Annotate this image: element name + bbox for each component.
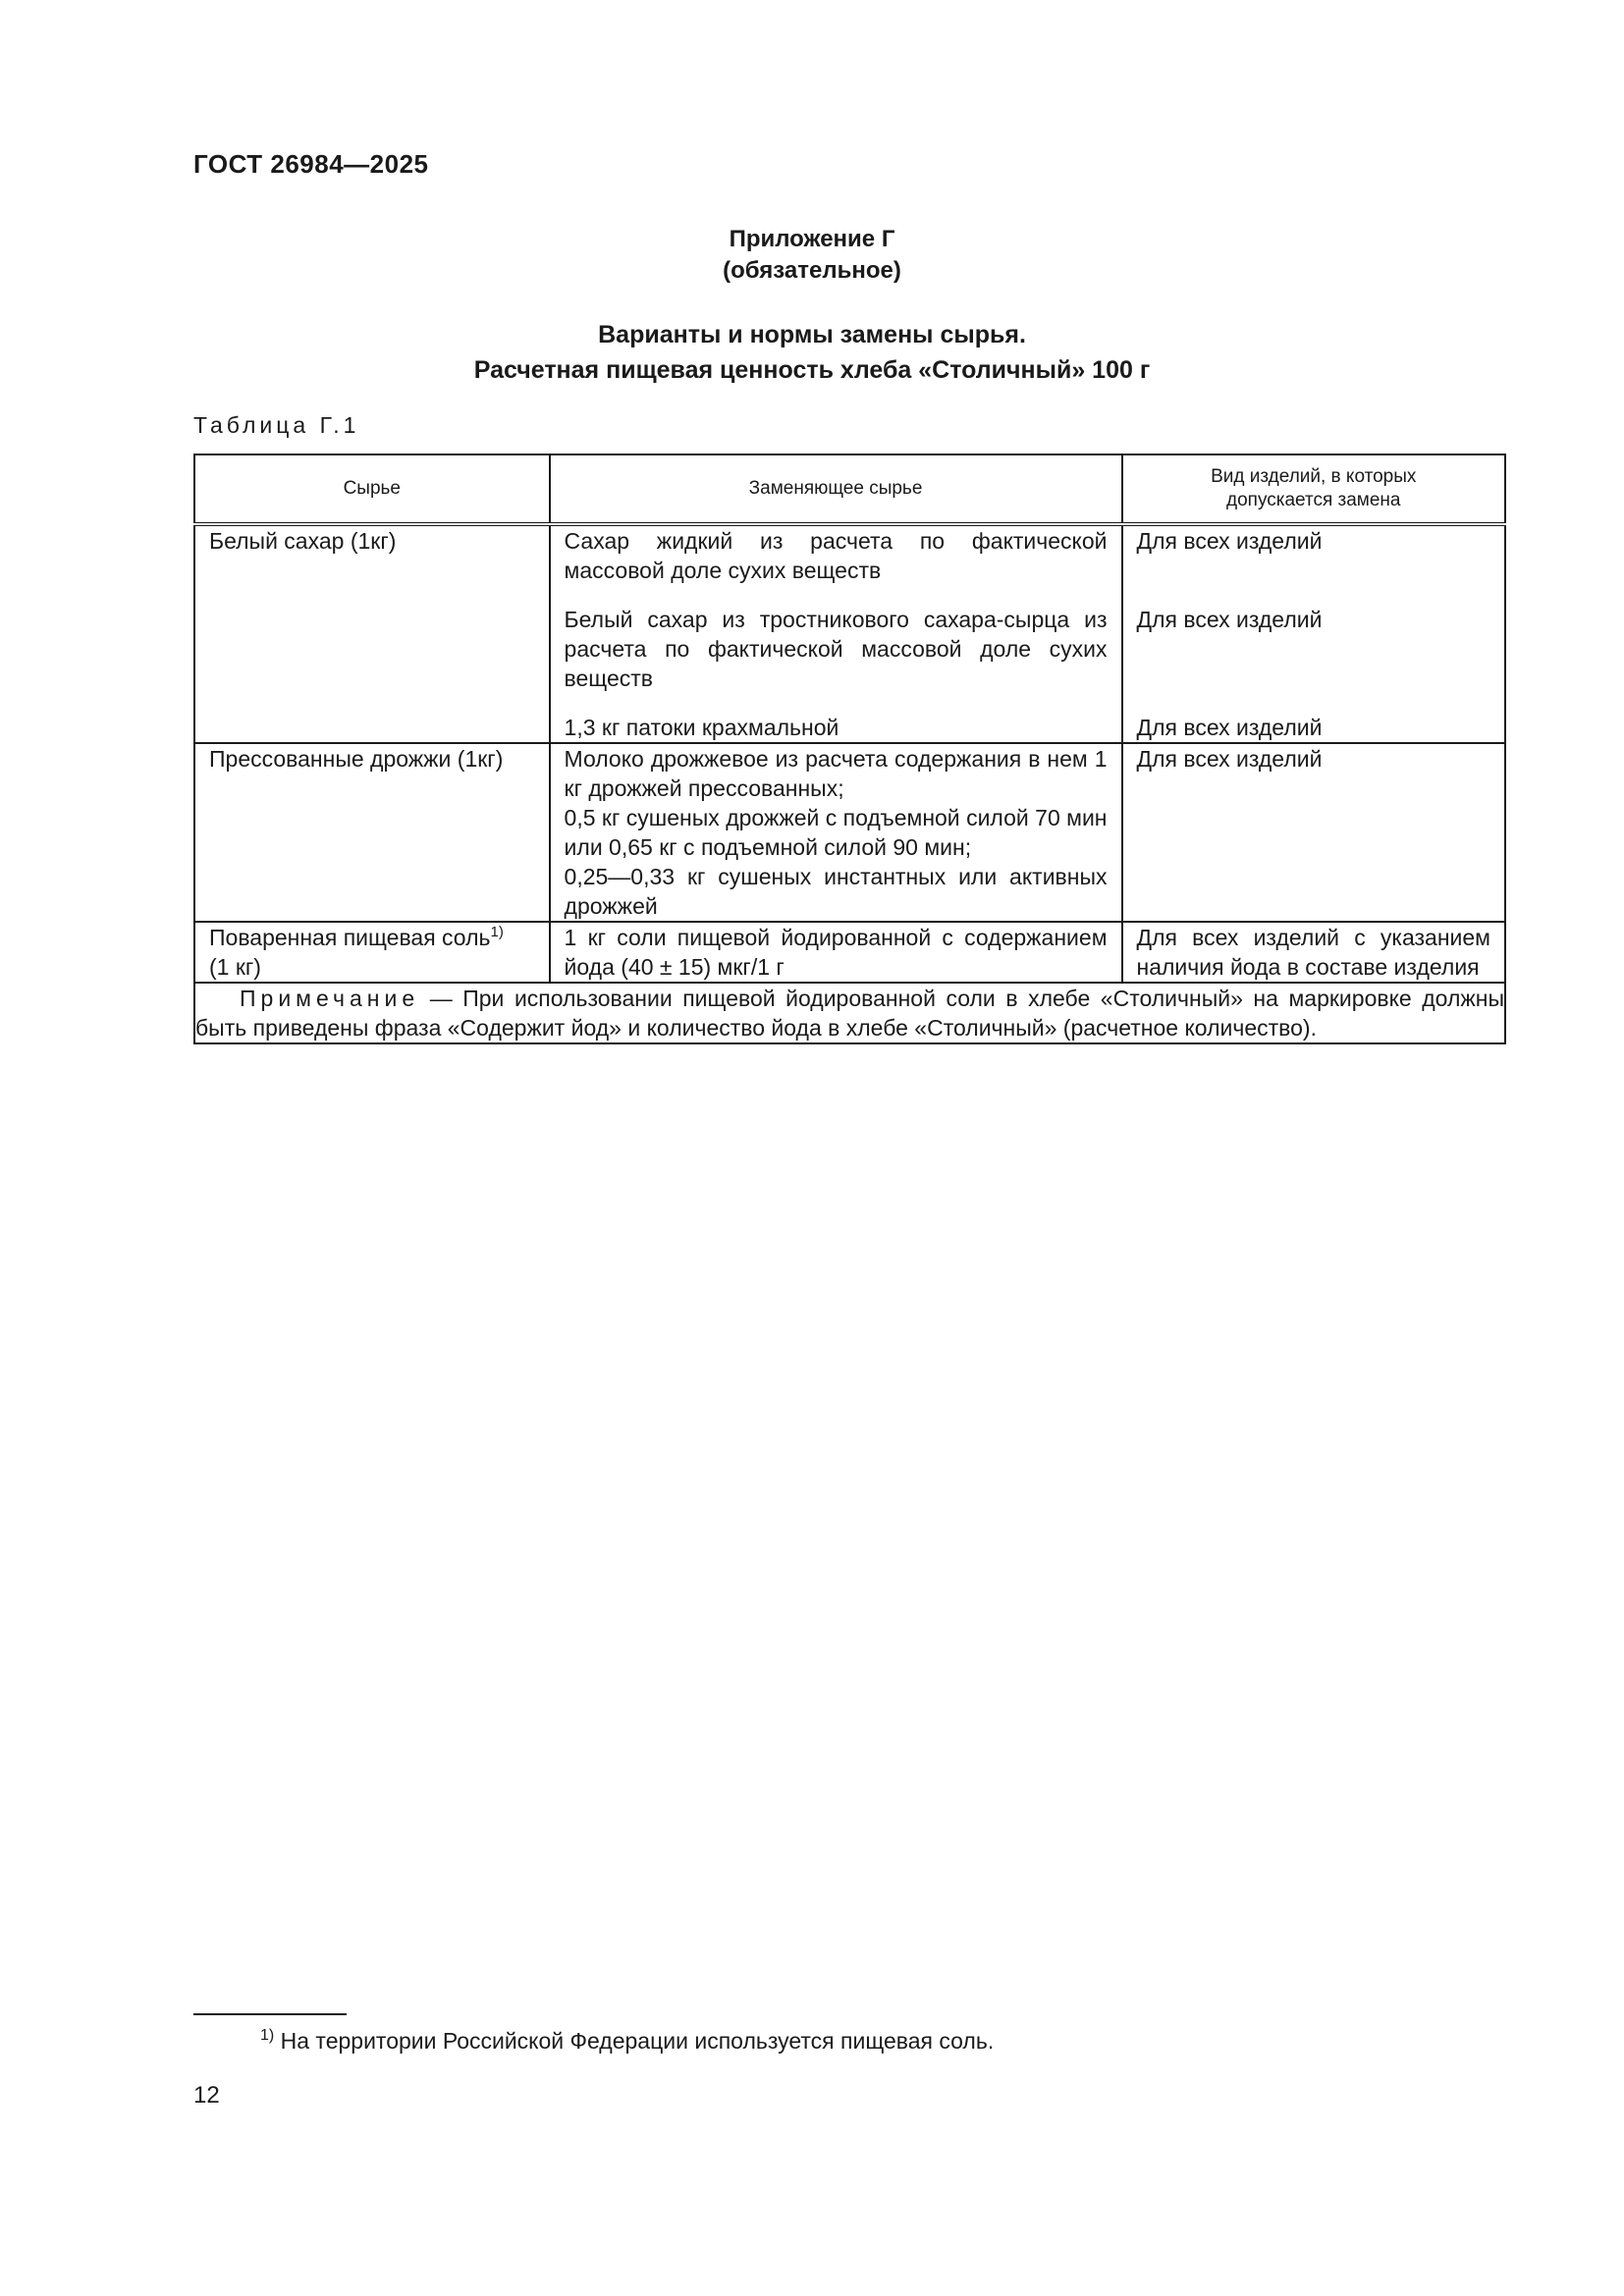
replacement-table [193, 454, 1506, 1044]
products-cell [1122, 743, 1505, 922]
material-text [195, 923, 549, 952]
replacement-item: Сахар жидкий из расчета по фактической массовой доле сухих веществ [564, 528, 1108, 583]
header-replacement: Заменяющее сырье [550, 454, 1122, 524]
table-row [194, 743, 1505, 922]
replacement-cell [550, 524, 1122, 743]
note-label: Примечание [240, 986, 420, 1011]
header-material: Сырье [194, 454, 550, 524]
products-item: Для всех изделий [1136, 528, 1323, 554]
footnote-text: На территории Российской Федерации используется пищевая соль. [274, 2028, 995, 2054]
table-row [194, 524, 1505, 743]
document-code: ГОСТ 26984—2025 [193, 149, 429, 179]
products-cell [1122, 922, 1505, 983]
page-number: 12 [193, 2082, 220, 2109]
products-item: Для всех изделий с указанием наличия йода в составе изделия [1136, 925, 1490, 980]
table-header-row [194, 454, 1505, 524]
replacement-cell [550, 922, 1122, 983]
table-caption: Таблица Г.1 [193, 412, 360, 438]
replacement-item: 1,3 кг патоки крахмальной [564, 715, 839, 740]
material-quantity: (1 кг) [209, 954, 261, 980]
header-products: Вид изделий, в которых допускается замена [1122, 454, 1505, 524]
products-cell [1122, 524, 1505, 743]
material-cell [194, 922, 550, 983]
material-name: Поваренная пищевая соль [209, 925, 491, 950]
replacement-line: Молоко дрожжевое из расчета содержания в нем 1 кг дрожжей прессованных; [564, 746, 1108, 801]
replacement-item: 1 кг соли пищевой йодированной с содержанием йода (40 ± 15) мкг/1 г [564, 925, 1108, 980]
material-text: Белый сахар (1кг) [209, 528, 397, 554]
appendix-title: Приложение Г [729, 226, 895, 252]
footnote-marker: 1) [490, 924, 504, 940]
note-text: — При использовании пищевой йодированной соли в хлебе «Столичный» на маркировке должны быть приведены фраза «Содержит йод» и количество йода в хлебе «Столичный» (расчетное количество). [195, 986, 1504, 1041]
appendix-heading [0, 224, 1624, 287]
material-text: Прессованные дрожжи (1кг) [209, 746, 504, 772]
footnote [260, 2028, 994, 2055]
subtitle-line-2: Расчетная пищевая ценность хлеба «Столичный» 100 г [473, 356, 1151, 384]
appendix-subtitle [0, 317, 1624, 388]
replacement-cell [550, 743, 1122, 922]
products-item: Для всех изделий [1136, 607, 1323, 632]
material-cell [194, 743, 550, 922]
replacement-item: Белый сахар из тростникового сахара-сырца из расчета по фактической массовой доле сухих веществ [564, 607, 1108, 691]
subtitle-line-1: Варианты и нормы замены сырья. [598, 321, 1026, 348]
replacement-line: 0,5 кг сушеных дрожжей с подъемной силой 70 мин или 0,65 кг с подъемной силой 90 мин; [564, 805, 1108, 860]
material-cell [194, 524, 550, 743]
footnote-divider [193, 2013, 347, 2015]
appendix-status: (обязательное) [723, 257, 901, 284]
replacement-line: 0,25—0,33 кг сушеных инстантных или активных дрожжей [564, 864, 1108, 919]
products-item: Для всех изделий [1136, 715, 1323, 740]
table-row [194, 922, 1505, 983]
table-note-row [194, 983, 1505, 1043]
footnote-marker: 1) [260, 2027, 275, 2044]
products-item: Для всех изделий [1136, 746, 1323, 772]
table-note [194, 983, 1505, 1043]
